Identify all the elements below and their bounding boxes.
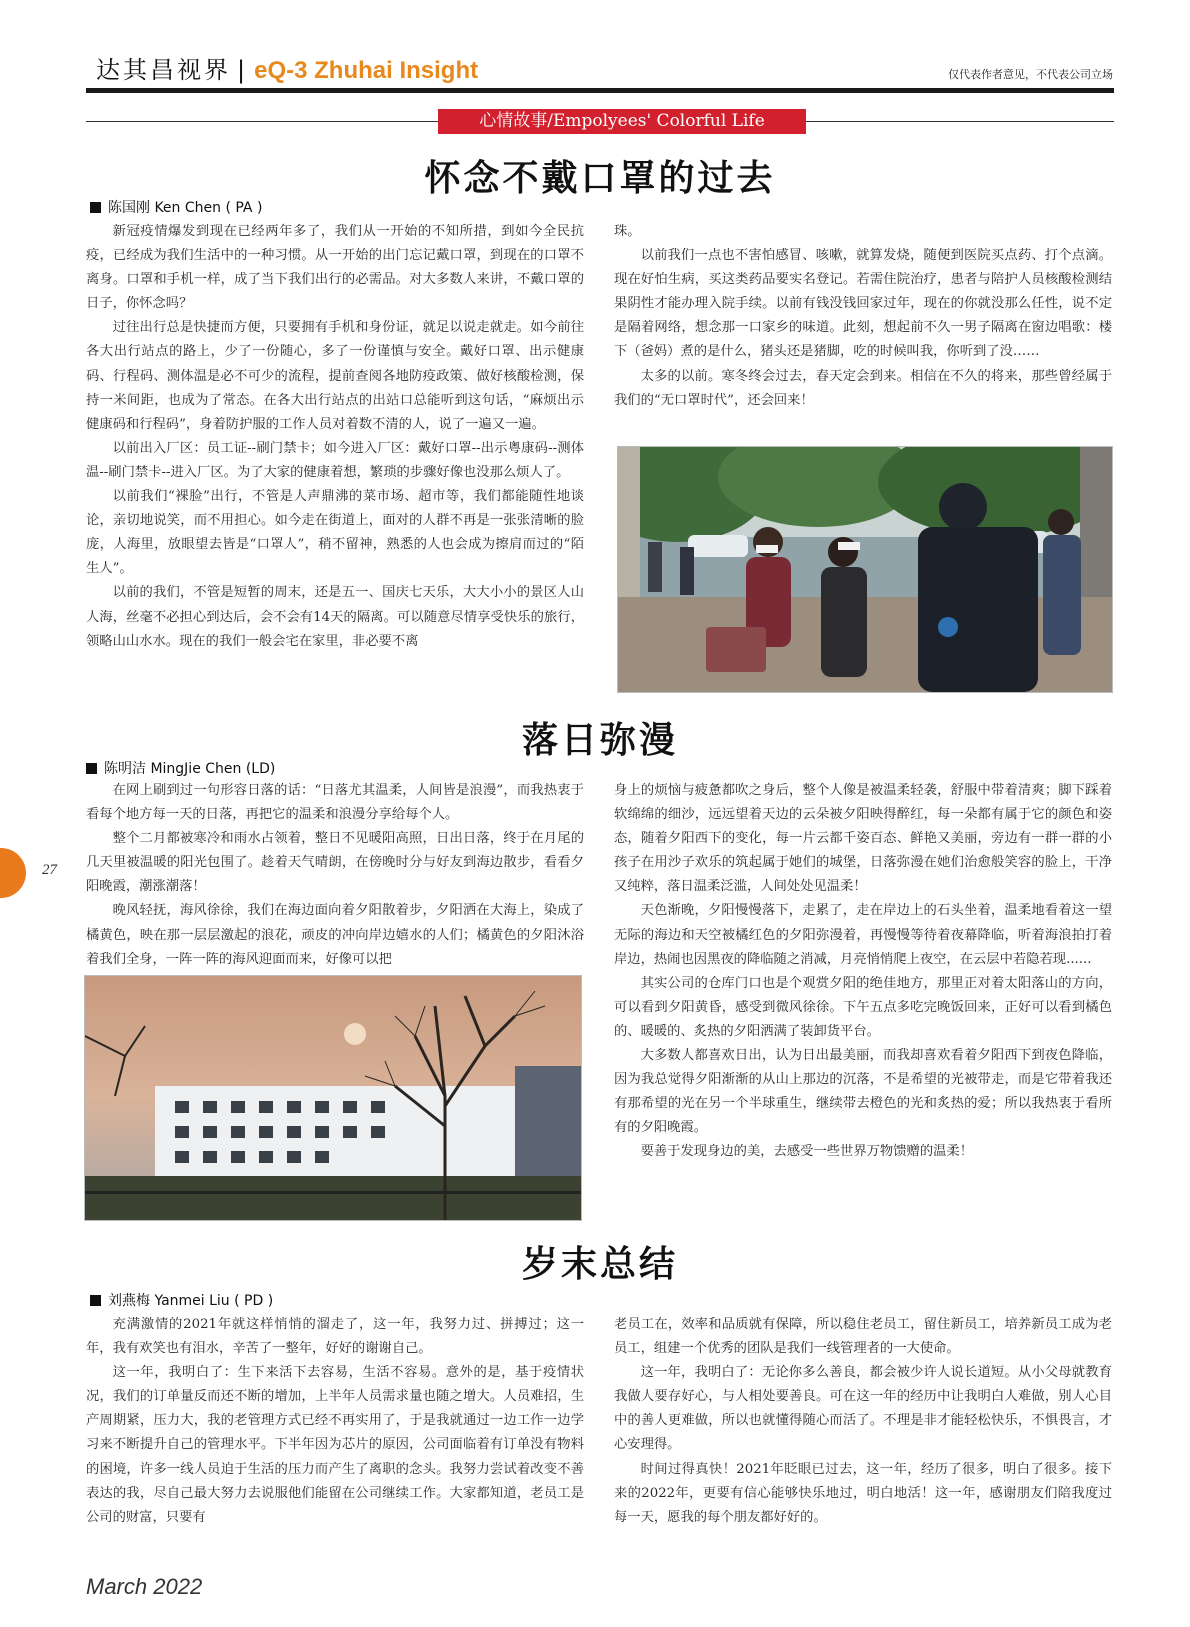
- article-column-right: [614, 1313, 1112, 1530]
- paragraph: 以前我们一点也不害怕感冒、咳嗽，就算发烧，随便到医院买点药、打个点滴。现在好怕生病，买这类药品要实名登记。若需住院治疗，患者与陪护人员核酸检测结果阴性才能办理入院手续。以前有钱没钱回家过年，现在的你就没那么任性，说不定是隔着网络，想念那一口家乡的味道。此刻，想起前不久一男子隔离在窗边唱歌：楼下（爸妈）煮的是什么，猪头还是猪脚，吃的时候叫我，你听到了没……: [614, 248, 1112, 360]
- article-title: 落日弥漫: [521, 719, 678, 761]
- article-column-right: [614, 779, 1112, 1165]
- paragraph: 晚风轻抚，海风徐徐，我们在海边面向着夕阳散着步，夕阳洒在大海上，染成了橘黄色，映在那一层层激起的浪花，顽皮的冲向岸边嬉水的人们；橘黄色的夕阳沐浴着我们全身，一阵一阵的海风迎面而来，好像可以把: [86, 903, 584, 967]
- paragraph: 其实公司的仓库门口也是个观赏夕阳的绝佳地方，那里正对着太阳落山的方向，可以看到夕阳黄昏，感受到微风徐徐。下午五点多吃完晚饭回来，正好可以看到橘色的、暖暖的、炙热的夕阳洒满了装卸货平台。: [614, 975, 1112, 1039]
- paragraph: 老员工在，效率和品质就有保障，所以稳住老员工，留住新员工，培养新员工成为老员工，组建一个优秀的团队是我们一线管理者的一大使命。: [614, 1317, 1112, 1357]
- section-tag: 心情故事/Empolyees' Colorful Life: [438, 109, 806, 134]
- paragraph: 新冠疫情爆发到现在已经两年多了，我们从一开始的不知所措，到如今全民抗疫，已经成为我们生活中的一种习惯。从一开始的出门忘记戴口罩，到现在的口罩不离身。口罩和手机一样，成了当下我们出行的必需品。对大多数人来讲，不戴口罩的日子，你怀念吗？: [86, 224, 584, 312]
- sunset-illustration: [85, 976, 581, 1220]
- page-marker-circle: [0, 848, 26, 898]
- paragraph: 大多数人都喜欢日出，认为日出最美丽，而我却喜欢看着夕阳西下到夜色降临，因为我总觉得夕阳渐渐的从山上那边的沉落，不是希望的光被带走，而是它带着我还有那希望的光在另一个半球重生，继续带去橙色的光和炙热的爱；所以我热衷于看所有的夕阳晚霞。: [614, 1048, 1112, 1136]
- article-column-left: [86, 1313, 584, 1530]
- paragraph: 天色渐晚，夕阳慢慢落下，走累了，走在岸边上的石头坐着，温柔地看着这一望无际的海边和天空被橘红色的夕阳弥漫着，再慢慢等待着夜幕降临，听着海浪拍打着岸边，热闹也因黑夜的降临随之消减，月亮悄悄爬上夜空，在云层中若隐若现......: [614, 903, 1112, 967]
- header-rule: [86, 88, 1114, 93]
- paragraph: 以前的我们，不管是短暂的周末，还是五一、国庆七天乐，大大小小的景区人山人海，丝毫不必担心到达后，会不会有14天的隔离。可以随意尽情享受快乐的旅行，领略山山水水。现在的我们一般会宅在家里，非必要不离: [86, 585, 584, 649]
- paragraph: 时间过得真快！2021年眨眼已过去，这一年，经历了很多，明白了很多。接下来的2022年，更要有信心能够快乐地过，明白地活！这一年，感谢朋友们陪我度过每一天，愿我的每个朋友都好好的。: [614, 1461, 1112, 1525]
- article-column-left: [86, 220, 584, 654]
- disclaimer: 仅代表作者意见，不代表公司立场: [948, 68, 1113, 81]
- checkpoint-illustration: [618, 447, 1112, 692]
- bullet-square-icon: [90, 202, 101, 213]
- article-byline: 陈国刚 Ken Chen ( PA ): [90, 197, 262, 217]
- paragraph: 充满激情的2021年就这样悄悄的溜走了，这一年，我努力过、拼搏过；这一年，我有欢笑也有泪水，辛苦了一整年，好好的谢谢自己。: [86, 1317, 584, 1357]
- article-title: 怀念不戴口罩的过去: [424, 157, 776, 199]
- bullet-square-icon: [86, 763, 97, 774]
- paragraph: 这一年，我明白了：无论你多么善良，都会被少许人说长道短。从小父母就教育我做人要存好心，与人相处要善良。可在这一年的经历中让我明白人难做，别人心目中的善人更难做，所以也就懂得随心而活了。不理是非才能轻松快乐，不惧畏言，才心安理得。: [614, 1365, 1112, 1453]
- paragraph: 过往出行总是快捷而方便，只要拥有手机和身份证，就足以说走就走。如今前往各大出行站点的路上，少了一份随心，多了一份谨慎与安全。戴好口罩、出示健康码、行程码、测体温是必不可少的流程，提前查阅各地防疫政策、做好核酸检测，保持一米间距，也成为了常态。在各大出行站点的出站口总能听到这句话，“麻烦出示健康码和行程码”，身着防护服的工作人员对着数不清的人，说了一遍又一遍。: [86, 320, 584, 432]
- issue-date: March 2022: [86, 1574, 203, 1599]
- paragraph: 以前我们“裸脸”出行，不管是人声鼎沸的菜市场、超市等，我们都能随性地谈论，亲切地说笑，而不用担心。如今走在街道上，面对的人群不再是一张张清晰的脸庞，人海里，放眼望去皆是“口罩人”，稍不留神，熟悉的人也会成为擦肩而过的“陌生人”。: [86, 489, 584, 577]
- paragraph: 整个二月都被寒冷和雨水占领着，整日不见暖阳高照，日出日落，终于在月尾的几天里被温暖的阳光包围了。趁着天气晴朗，在傍晚时分与好友到海边散步，看看夕阳晚霞，潮涨潮落！: [86, 831, 584, 895]
- article-column-left: [86, 779, 584, 972]
- article-title: 岁末总结: [521, 1243, 678, 1285]
- masthead-brand: eQ-3 Zhuhai Insight: [254, 57, 479, 84]
- article-byline: 刘燕梅 Yanmei Liu ( PD ): [90, 1290, 273, 1310]
- bullet-square-icon: [90, 1295, 101, 1306]
- masthead: [96, 50, 478, 85]
- masthead-cn-title: 达其昌视界: [96, 56, 231, 84]
- paragraph: 身上的烦恼与疲惫都吹之身后，整个人像是被温柔轻袭，舒服中带着清爽；脚下踩着软绵绵的细沙，远远望着天边的云朵被夕阳映得醉红，每一朵都有属于它的颜色和姿态，随着夕阳西下的变化，每一片云都千姿百态、鲜艳又美丽，旁边有一群一群的小孩子在用沙子欢乐的筑起属于她们的城堡，日落弥漫在她们治愈般笑容的脸上，干净又纯粹，落日温柔泛滥，人间处处见温柔！: [614, 783, 1112, 895]
- paragraph: 以前出入厂区：员工证--刷门禁卡；如今进入厂区：戴好口罩--出示粤康码--测体温--刷门禁卡--进入厂区。为了大家的健康着想，繁琐的步骤好像也没那么烦人了。: [86, 440, 584, 480]
- paragraph: 太多的以前。寒冬终会过去，春天定会到来。相信在不久的将来，那些曾经属于我们的“无口罩时代”，还会回来！: [614, 368, 1112, 408]
- sunset-photo: [84, 975, 582, 1221]
- masthead-separator: |: [237, 56, 249, 84]
- paragraph: 珠。: [614, 224, 641, 239]
- article-byline: 陈明洁 MingJie Chen (LD): [86, 758, 275, 778]
- paragraph: 这一年，我明白了：生下来活下去容易，生活不容易。意外的是，基于疫情状况，我们的订单量反而还不断的增加，上半年人员需求量也随之增大。人员难招，生产周期紧，压力大，我的老管理方式已经不再实用了，于是我就通过一边工作一边学习来不断提升自己的管理水平。下半年因为芯片的原因，公司面临着有订单没有物料的困境，许多一线人员迫于生活的压力而产生了离职的念头。我努力尝试着改变不善表达的我，尽自己最大努力去说服他们能留在公司继续工作。大家都知道，老员工是公司的财富，只要有: [86, 1365, 584, 1525]
- article-column-right: [614, 220, 1112, 413]
- paragraph: 要善于发现身边的美，去感受一些世界万物馈赠的温柔！: [640, 1144, 974, 1160]
- page-number: 27: [42, 862, 57, 878]
- paragraph: 在网上刷到过一句形容日落的话：“日落尤其温柔，人间皆是浪漫”，而我热衷于看每个地方每一天的日落，再把它的温柔和浪漫分享给每个人。: [86, 783, 584, 823]
- checkpoint-photo: [617, 446, 1113, 693]
